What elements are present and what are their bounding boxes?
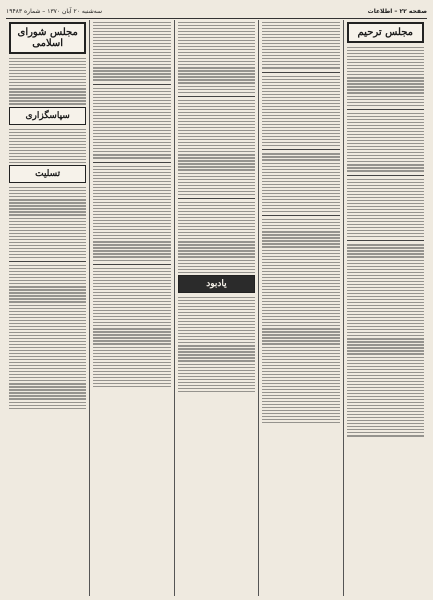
notice-block [347,113,424,172]
issue-date: سه‌شنبه ۲۰ آبان ۱۳۷۰ – شماره ۱۹۴۸۳ [6,7,102,15]
page-header [6,6,427,19]
notice-block [93,268,170,387]
divider [178,96,255,97]
notice-block [93,22,170,81]
notice-block [9,187,86,258]
divider [93,84,170,85]
notice-block [178,297,255,392]
notice-block [9,58,86,105]
notice-block [262,153,339,212]
section-title-yadbood: یادبود [178,275,255,293]
column-1 [343,20,427,596]
divider [93,162,170,163]
divider [262,149,339,150]
columns [6,20,427,596]
divider [262,215,339,216]
divider [178,198,255,199]
page-number: صفحه ۲۲ – اطلاعات [367,7,427,15]
section-title-tasliat: تسلیت [9,165,86,183]
divider [9,261,86,262]
notice-block [262,219,339,423]
notice-block [262,76,339,147]
notice-block [9,129,86,164]
divider [347,240,424,241]
section-title-majlis: مجلس شورای اسلامی [9,22,86,54]
notice-block [93,166,170,261]
notice-block [178,202,255,273]
notice-block [347,244,424,436]
column-4 [89,20,173,596]
divider [262,72,339,73]
notice-block [178,100,255,195]
notice-block [347,47,424,106]
divider [347,109,424,110]
notice-block [262,22,339,69]
section-title-tarhim: مجلس ترحیم [347,22,424,43]
notice-block [93,88,170,159]
divider [347,175,424,176]
notice-block [9,265,86,409]
section-title-sepas: سپاسگزاری [9,107,86,125]
notice-block [178,22,255,93]
column-3 [174,20,258,596]
divider [93,264,170,265]
column-2 [258,20,342,596]
column-5 [6,20,89,596]
notice-block [347,179,424,238]
